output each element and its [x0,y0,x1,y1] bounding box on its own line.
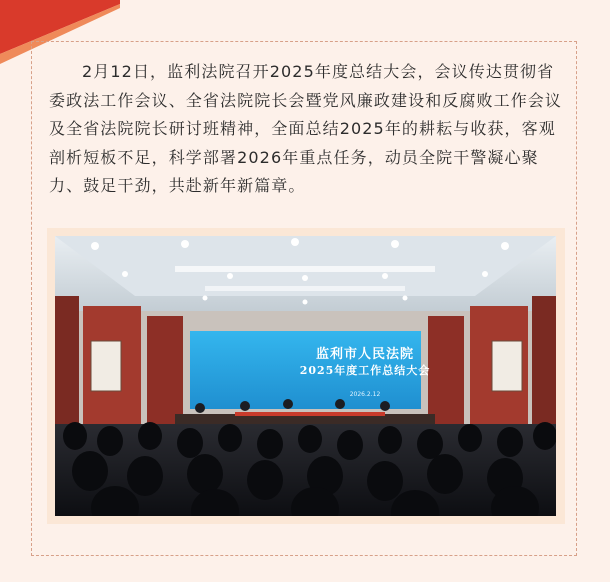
screen-title-line2: 2025年度工作总结大会 [299,364,431,377]
article-paragraph: 2月12日，监利法院召开2025年度总结大会，会议传达贯彻省委政法工作会议、全省法院院长会暨党风廉政建设和反腐败工作会议及全省法院院长研讨班精神，全面总结2025年的耕耘与收获，客观剖析短板不足，科学部署2026年重点任务，动员全院干警凝心聚力、鼓足干劲，共赴新年新篇章。 [49,62,563,195]
screen-date: 2026.2.12 [349,391,381,398]
screen-title-line1: 监利市人民法院 [315,347,414,362]
meeting-photo [55,236,556,516]
